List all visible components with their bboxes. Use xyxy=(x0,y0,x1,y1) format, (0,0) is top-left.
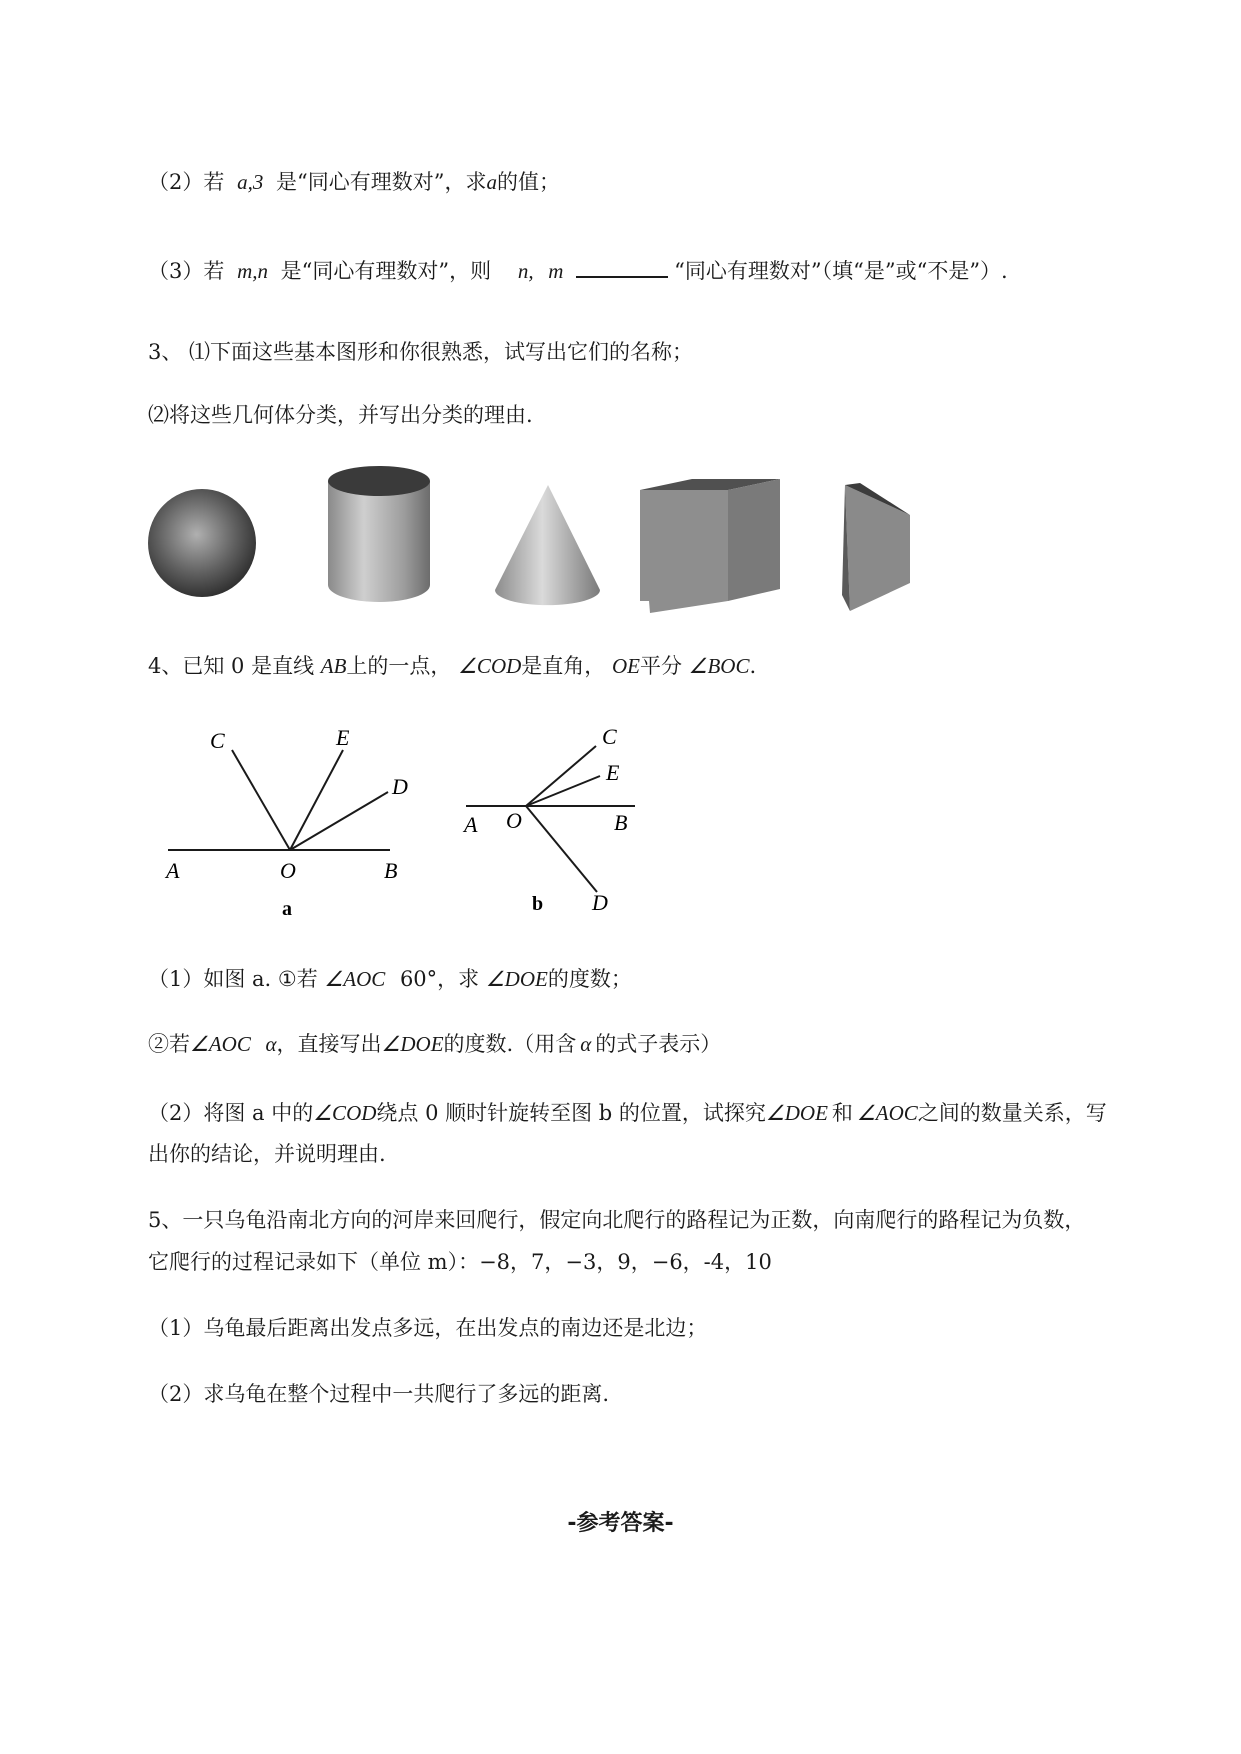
q4-p1-angle2: ∠DOE xyxy=(485,967,548,991)
q4-p1b-var: α xyxy=(580,1032,592,1056)
prism-shape xyxy=(842,483,910,611)
q4-p1-pre: （1）如图 a. ①若 xyxy=(148,967,318,991)
label-c: C xyxy=(210,728,225,753)
q2-part2-var: a xyxy=(486,170,497,194)
cone-shape xyxy=(495,485,600,605)
q4-p1b xyxy=(148,1032,721,1057)
q4-p1 xyxy=(148,967,632,992)
q4-p1-val: 60° xyxy=(399,967,438,991)
figure-b-caption: b xyxy=(532,893,544,915)
label-d: D xyxy=(592,890,608,915)
q4-stem-mid: 上的一点， xyxy=(346,654,452,678)
label-o: O xyxy=(506,808,522,833)
q4-p1b-mid: ，直接写出 xyxy=(276,1032,382,1056)
cylinder-shape xyxy=(328,466,430,602)
q4-p1b-val: α xyxy=(265,1032,277,1056)
sphere-shape xyxy=(148,489,256,597)
q2-part3-post: 是“同心有理数对”，则 xyxy=(280,259,492,283)
q2-part3-tail: “同心有理数对”（填“是”或“不是”）. xyxy=(674,259,1008,283)
q5-line3: （1）乌龟最后距离出发点多远，在出发点的南边还是北边； xyxy=(148,1316,708,1340)
q4-p1b-tail: 的度数.（用含 xyxy=(443,1032,577,1056)
q2-part3-math: m,n xyxy=(237,259,268,283)
label-a: A xyxy=(464,812,478,837)
q3-line1: 3、 ⑴下面这些基本图形和你很熟悉，试写出它们的名称； xyxy=(148,340,694,364)
label-c: C xyxy=(602,724,617,749)
figure-b xyxy=(460,720,670,920)
q4-stem-oe: OE xyxy=(611,654,640,678)
q4-p2-and: 和 xyxy=(831,1101,853,1125)
q4-stem-boc: ∠BOC xyxy=(688,654,750,678)
q4-p2-angle3: ∠AOC xyxy=(856,1101,918,1125)
q4-p1-angle: ∠AOC xyxy=(324,967,386,991)
q2-part3-math2: n, xyxy=(517,259,534,283)
q4-stem xyxy=(148,654,756,679)
q4-stem-end: . xyxy=(749,654,757,678)
q4-p1b-tail2: 的式子表示） xyxy=(595,1032,722,1056)
q4-stem-pre: 4、已知 0 是直线 xyxy=(148,654,315,678)
q4-stem-cod: ∠COD xyxy=(458,654,522,678)
q5-line4: （2）求乌龟在整个过程中一共爬行了多远的距离. xyxy=(148,1382,610,1406)
q4-p1b-angle2: ∠DOE xyxy=(381,1032,444,1056)
q5-line1: 5、一只乌龟沿南北方向的河岸来回爬行，假定向北爬行的路程记为正数，向南爬行的路程记为负数， xyxy=(148,1208,1086,1232)
q4-stem-mid2: 是直角， xyxy=(521,654,606,678)
q4-p2 xyxy=(148,1101,1107,1126)
q4-p1b-pre: ②若 xyxy=(148,1032,190,1056)
q4-p1-tail: 的度数； xyxy=(547,967,632,991)
label-o: O xyxy=(280,858,296,883)
q2-part2 xyxy=(148,170,560,195)
q2-part2-pre: （2）若 xyxy=(148,170,225,194)
answer-blank[interactable] xyxy=(576,258,668,278)
q4-stem-ab: AB xyxy=(320,654,347,678)
q2-part2-tail: 的值； xyxy=(496,170,560,194)
q2-part3-pre: （3）若 xyxy=(148,259,225,283)
label-b: B xyxy=(384,858,398,883)
q2-part3-math3: m xyxy=(548,259,564,283)
q4-p2-angle2: ∠DOE xyxy=(765,1101,828,1125)
label-e: E xyxy=(336,725,350,750)
q4-p1-mid: ，求 xyxy=(437,967,480,991)
label-d: D xyxy=(392,774,408,799)
q2-part2-post: 是“同心有理数对”，求 xyxy=(276,170,487,194)
label-e: E xyxy=(606,760,620,785)
q4-p1b-angle: ∠AOC xyxy=(190,1032,251,1056)
label-b: B xyxy=(614,810,628,835)
q4-p2-mid: 绕点 0 顺时针旋转至图 b 的位置，试探究 xyxy=(376,1101,766,1125)
q4-p2-angle: ∠COD xyxy=(313,1101,377,1125)
q2-part2-math: a,3 xyxy=(237,170,264,194)
q4-p2-pre: （2）将图 a 中的 xyxy=(148,1101,314,1125)
solids-figure xyxy=(140,455,960,620)
label-a: A xyxy=(166,858,180,883)
q3-line2: ⑵将这些几何体分类，并写出分类的理由. xyxy=(148,403,533,427)
cuboid-shape xyxy=(640,479,780,613)
answer-heading: -参考答案- xyxy=(567,1511,674,1536)
q5-line2: 它爬行的过程记录如下（单位 m）：−8，7，−3，9，−6，-4，10 xyxy=(148,1250,772,1274)
q4-p2b: 出你的结论，并说明理由. xyxy=(148,1142,386,1166)
q4-p2-tail: 之间的数量关系，写 xyxy=(917,1101,1107,1125)
q2-part3 xyxy=(148,258,1008,284)
figure-a-caption: a xyxy=(282,898,292,920)
figure-a xyxy=(160,720,410,920)
q4-stem-mid3: 平分 xyxy=(639,654,682,678)
